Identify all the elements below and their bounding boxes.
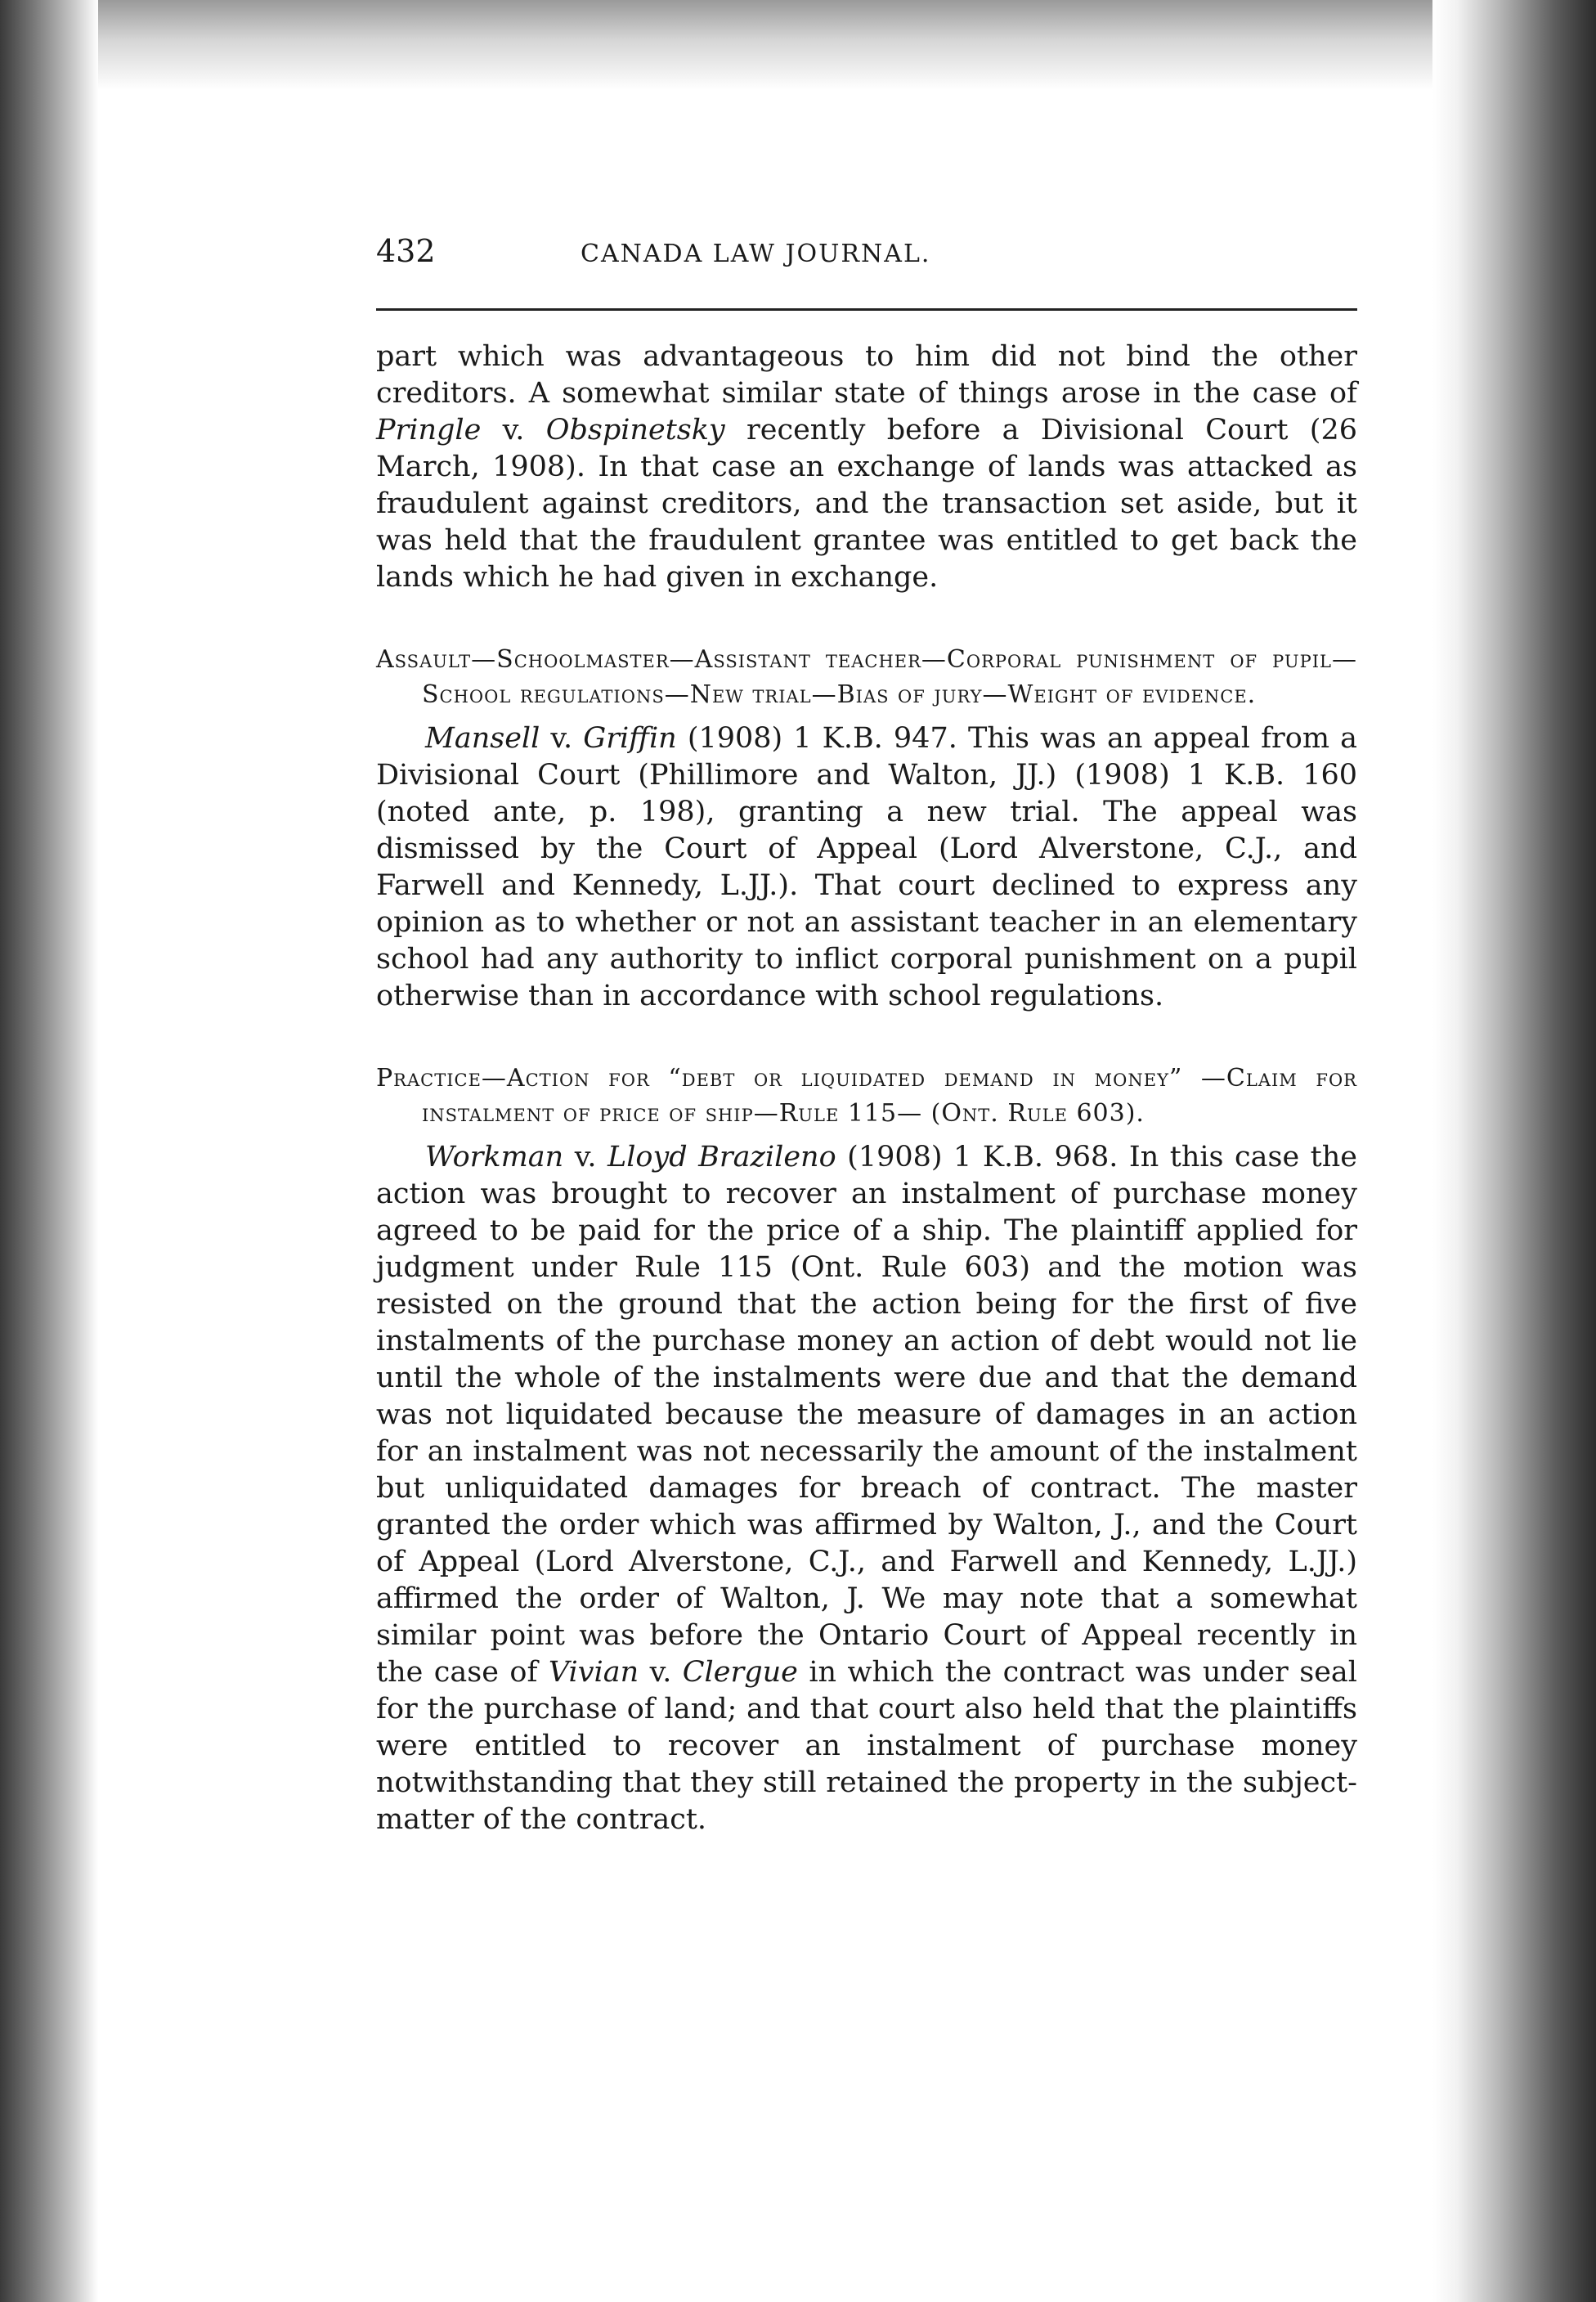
page-number: 432 <box>376 233 436 269</box>
section-paragraph-workman: Workman v. Lloyd Brazileno (1908) 1 K.B. 968. In this case the action was brought to recover an instalment of purchase money agreed to be paid for the price of a ship. The plaintiff applied for judgment under Rule 115 (Ont. Rule 603) and the motion was resisted on the ground that the action being for the first of five instalments of the purchase money an action of debt would not lie until the whole of the instalments were due and that the demand was not liquidated because the measure of damages in an action for an instalment was not necessarily the amount of the instalment but unliquidated damages for breach of contract. The master granted the order which was affirmed by Walton, J., and the Court of Appeal (Lord Alverstone, C.J., and Farwell and Kennedy, L.JJ.) affirmed the order of Walton, J. We may note that a somewhat similar point was before the Ontario Court of Appeal recently in the case of Vivian v. Clergue in which the contract was under seal for the purchase of land; and that court also held that the plaintiffs were entitled to recover an instalment of purchase money notwithstanding that they still retained the property in the subject-matter of the contract. <box>376 1141 1357 1836</box>
intro-paragraph: part which was advantageous to him did not bind the other creditors. A somewhat similar state of things arose in the case of Pringle v. Obspinetsky recently before a Divisional Court (26 March, 1908). In that case an exchange of lands was attacked as fraudulent against creditors, and the transaction set aside, but it was held that the fraudulent grantee was entitled to get back the lands which he had given in exchange. <box>376 340 1357 594</box>
header-rule <box>376 308 1357 311</box>
running-head: CANADA LAW JOURNAL. <box>581 240 931 268</box>
case-name: Pringle <box>376 414 482 446</box>
article-body <box>376 339 1357 1838</box>
scan-shadow-top <box>0 0 1596 90</box>
case-name: Obspinetsky <box>545 414 725 446</box>
scan-shadow-right <box>1432 0 1596 2302</box>
section-heading-practice: Practice—Action for “debt or liquidated demand in money” —Claim for instalment of price of ship—Rule 115— (Ont. Rule 603). <box>376 1064 1357 1128</box>
section-heading-assault: Assault—Schoolmaster—Assistant teacher—Corporal punishment of pupil—School regulations—New trial—Bias of jury—Weight of evidence. <box>376 645 1357 709</box>
case-name: Lloyd Brazileno <box>607 1141 836 1173</box>
page-header <box>376 233 1357 276</box>
case-name: Vivian <box>548 1656 639 1689</box>
case-name: Workman <box>425 1141 564 1173</box>
journal-page <box>376 233 1357 1838</box>
case-name: Griffin <box>583 722 677 755</box>
section-paragraph-mansell: Mansell v. Griffin (1908) 1 K.B. 947. This was an appeal from a Divisional Court (Phillimore and Walton, JJ.) (1908) 1 K.B. 160 (noted ante, p. 198), granting a new trial. The appeal was dismissed by the Court of Appeal (Lord Alverstone, C.J., and Farwell and Kennedy, L.JJ.). That court declined to express any opinion as to whether or not an assistant teacher in an elementary school had any authority to inflict corporal punishment on a pupil otherwise than in accordance with school regulations. <box>376 722 1357 1012</box>
case-name: Clergue <box>682 1656 798 1689</box>
case-name: Mansell <box>425 722 540 755</box>
scan-shadow-left <box>0 0 98 2302</box>
